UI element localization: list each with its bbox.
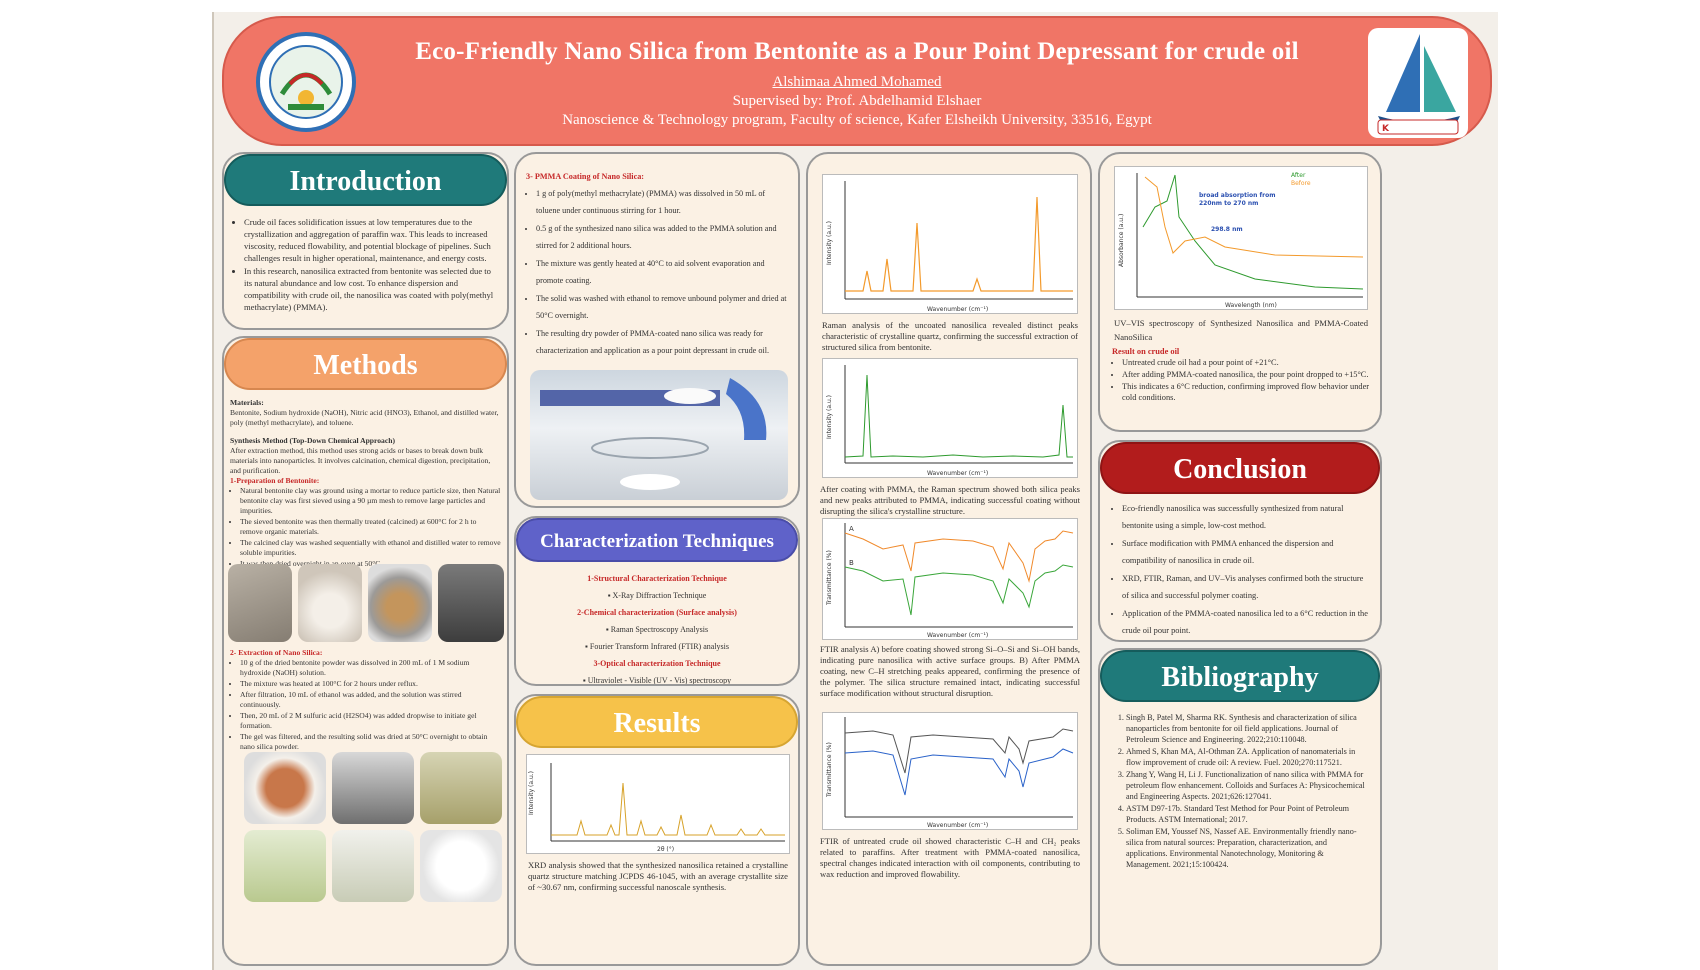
- ftir-nanosilica-plot: [822, 518, 1078, 640]
- pmma-heading: 3- PMMA Coating of Nano Silica:: [526, 172, 645, 181]
- raman2-y-label: Intensity (a.u.): [826, 395, 833, 439]
- characterization-heading: Characterization Techniques: [516, 518, 798, 562]
- pmma-bullet: • 0.5 g of the synthesized nano silica was added to the PMMA solution and stirred for 2 additional hours.: [536, 220, 790, 254]
- bentonite-rock-photo: [228, 564, 292, 642]
- introduction-text: [234, 216, 499, 314]
- crude-bullet: • This indicates a 6°C reduction, confirming improved flow behavior under cold conditions.: [1122, 381, 1370, 403]
- results-panel: [514, 694, 800, 966]
- reference-item: 3. Zhang Y, Wang H, Li J. Functionalization of nano silica with PMMA for petroleum flow enhancement. Colloids and Surfaces A: Physicochemical and Engineering Aspects. 2021;626:127041.: [1126, 769, 1370, 802]
- prep-bullet: • The sieved bentonite was then thermally treated (calcined) at 600°C for 2 h to remove organic materials.: [240, 517, 501, 537]
- ftir-y-label: Transmittance (%): [826, 550, 833, 605]
- preparation-heading: 1-Preparation of Bentonite:: [230, 476, 320, 485]
- ftir2-x-label: Wavenumber (cm⁻¹): [927, 822, 989, 829]
- charac-head: 3-Optical characterization Technique: [593, 659, 721, 668]
- charac-head: 2-Chemical characterization (Surface analysis): [577, 608, 737, 617]
- svg-text:K: K: [1382, 124, 1389, 134]
- methods-panel: [222, 336, 509, 966]
- charac-item-label: Fourier Transform Infrared (FTIR) analysis: [589, 642, 729, 651]
- pmma-bullet: • The mixture was gently heated at 40°C to aid solvent evaporation and promote coating.: [536, 255, 790, 289]
- extraction-heading: 2- Extraction of Nano Silica:: [230, 648, 323, 657]
- charac-item-label: Raman Spectroscopy Analysis: [610, 625, 709, 634]
- reference-item: 1. Singh B, Patel M, Sharma RK. Synthesis and characterization of silica nanoparticles from bentonite for oil field applications. Journal of Petroleum Science and Engineering. 2022;210:110048.: [1126, 712, 1370, 745]
- extraction-text: [230, 648, 501, 753]
- reference-item: 2. Ahmed S, Khan MA, Al-Othman ZA. Application of nanomaterials in flow improvement of crude oil: A review. Fuel. 2020;270:117521.: [1126, 746, 1370, 768]
- uv-caption: UV–VIS spectroscopy of Synthesized Nanosilica and PMMA-Coated NanoSilica: [1114, 318, 1368, 342]
- bibliography-panel: [1098, 648, 1382, 966]
- pmma-coating-panel: [514, 152, 800, 508]
- methods-heading: Methods: [224, 338, 507, 390]
- crude-bullet: • After adding PMMA-coated nanosilica, the pour point dropped to +15°C.: [1122, 369, 1370, 380]
- prep-bullet: • at 50°C.: [240, 559, 501, 569]
- charac-item: ▪ Ultraviolet - Visible (UV - Vis) spectroscopy: [582, 676, 732, 685]
- extract-bullet: • After filtration, 10 mL of ethanol was added, and the solution was stirred continuously.: [240, 690, 501, 710]
- conclusion-heading: Conclusion: [1100, 442, 1380, 494]
- conclusion-bullet: • XRD, FTIR, Raman, and UV–Vis analyses confirmed both the structure of silica and successful polymer coating.: [1122, 570, 1370, 604]
- raman1-caption: Raman analysis of the uncoated nanosilica revealed distinct peaks characteristic of crystalline quartz, confirming the successful extraction of structured silica from bentonite.: [822, 320, 1078, 352]
- affiliation-line: Nanoscience & Technology program, Faculty of science, Kafer Elsheikh University, 33516, Egypt: [562, 112, 1152, 128]
- sieve-photo: [368, 564, 432, 642]
- university-logo-right: [1368, 28, 1468, 138]
- poster: [212, 12, 1498, 970]
- characterization-panel: [514, 516, 800, 686]
- raman2-caption: After coating with PMMA, the Raman spectrum showed both silica peaks and new peaks attributed to PMMA, indicating successful coating without disrupting the silica's crystalline structure.: [820, 484, 1080, 516]
- characterization-list: [526, 570, 788, 686]
- poster-header: [222, 16, 1492, 146]
- raman-x-label: Wavenumber (cm⁻¹): [927, 306, 989, 313]
- charac-item-label: X-Ray Diffraction Technique: [612, 591, 707, 600]
- conclusion-bullet: • Surface modification with PMMA enhanced the dispersion and compatibility of nanosilica in crude oil.: [1122, 535, 1370, 569]
- pmma-bullet: • The solid was washed with ethanol to remove unbound polymer and dried at 50°C overnight.: [536, 290, 790, 324]
- oven-photo: [438, 564, 504, 642]
- mortar-photo: [298, 564, 362, 642]
- introduction-heading: Introduction: [224, 154, 507, 206]
- results-figures-panel: [806, 152, 1092, 966]
- extract-bullet: • Then, 20 mL of 2 M sulfuric acid (H2SO4) was added dropwise to initiate gel formation.: [240, 711, 501, 731]
- xrd-plot: [526, 754, 790, 854]
- raman-uncoated-plot: [822, 174, 1078, 314]
- ftir2-caption: FTIR of untreated crude oil showed characteristic C–H and CH₂ peaks related to paraffins. After treatment with PMMA-coated nanosilica, spectral changes indicated interaction with oil components, contributing to wax reduction and improved flowability.: [820, 836, 1080, 879]
- uv-note-peak: 298.8 nm: [1211, 226, 1243, 233]
- extraction-photo: [244, 752, 326, 824]
- xrd-y-label: Intensity (a.u.): [528, 771, 535, 815]
- prep-bullet: • The calcined clay was washed sequentially with ethanol and distilled water to remove soluble impurities.: [240, 538, 501, 558]
- intro-bullet: • Crude oil faces solidification issues at low temperatures due to the crystallization and aggregation of paraffin wax. This leads to increased viscosity, reduced flowability, and potential blockage of pipelines. Such challenges result in higher operational, maintenance, and energy costs.: [244, 216, 499, 264]
- ftir-crude-oil-plot: [822, 712, 1078, 830]
- uv-legend-before: Before: [1291, 180, 1311, 187]
- crude-oil-heading: Result on crude oil: [1112, 347, 1180, 356]
- conclusion-bullet: • Application of the PMMA-coated nanosilica led to a 6°C reduction in the crude oil pour point.: [1122, 605, 1370, 639]
- pmma-coating-photo: [530, 370, 788, 500]
- crude-oil-results: [1112, 346, 1370, 404]
- xrd-x-label: 2θ (°): [657, 846, 675, 853]
- ftir1-caption: FTIR analysis A) before coating showed strong Si–O–Si and Si–OH bands, indicating pure nanosilica with active surface groups. B) After PMMA coating, new C–H stretching peaks appeared, confirming the presence of the polymer. The silica structure remained intact, indicating successful surface modification without structural disruption.: [820, 644, 1080, 698]
- charac-item: ▪ Fourier Transform Infrared (FTIR) analysis: [585, 642, 729, 651]
- uv-vis-plot: [1114, 166, 1368, 310]
- uv-y-label: Absorbance (a.u.): [1118, 213, 1125, 267]
- reference-item: 5. Soliman EM, Youssef NS, Nassef AE. Environmentally friendly nano-silica from natural sources: Preparation, characterization, and applications. Environmental Nanotechnology, Monitoring & Management. 2021;15:100424.: [1126, 826, 1370, 870]
- reference-item: 4. ASTM D97-17b. Standard Test Method for Pour Point of Petroleum Products. ASTM International; 2017.: [1126, 803, 1370, 825]
- raman-coated-plot: [822, 358, 1078, 478]
- extraction-photo: [244, 830, 326, 902]
- conclusion-text: [1112, 500, 1370, 640]
- charac-head: 1-Structural Characterization Technique: [587, 574, 727, 583]
- bibliography-list: [1112, 712, 1370, 871]
- extract-bullet: • 10 g of the dried bentonite powder was dissolved in 200 mL of 1 M sodium hydroxide (NaOH) solution.: [240, 658, 501, 678]
- results-heading: Results: [516, 696, 798, 748]
- uv-note-broad: broad absorption from: [1199, 192, 1276, 199]
- xrd-caption: XRD analysis showed that the synthesized nanosilica retained a crystalline quartz structure matching JCPDS 46-1045, with an average crystallite size of ~30.67 nm, confirming successful nanoscale synthesis.: [528, 860, 788, 892]
- intro-bullet: • In this research, nanosilica extracted from bentonite was selected due to its natural abundance and low cost. To enhance dispersion and compatibility with crude oil, the nanosilica was coated with poly(methyl methacrylate) (PMMA).: [244, 265, 499, 313]
- uv-note-range: 220nm to 270 nm: [1199, 200, 1259, 207]
- poster-title: Eco-Friendly Nano Silica from Bentonite as a Pour Point Depressant for crude oil: [415, 38, 1299, 65]
- ftir-label-b: B: [849, 559, 854, 567]
- ftir-x-label: Wavenumber (cm⁻¹): [927, 632, 989, 639]
- extraction-photo: [332, 830, 414, 902]
- materials-text: Bentonite, Sodium hydroxide (NaOH), Nitric acid (HNO3), Ethanol, and distilled water, poly (methyl methacrylate), and toluene.: [230, 408, 499, 427]
- author-name: Alshimaa Ahmed Mohamed: [772, 74, 942, 90]
- bibliography-heading: Bibliography: [1100, 650, 1380, 702]
- prep-bullet: • Natural bentonite clay was ground using a mortar to reduce particle size, then Natural bentonite clay was first sieved using a 90 µm mesh to remove large particles and impurities.: [240, 486, 501, 516]
- pmma-bullet: • The resulting dry powder of PMMA-coated nano silica was ready for characterization and application as a pour point depressant in crude oil.: [536, 325, 790, 359]
- methods-text: [230, 398, 501, 570]
- synthesis-heading: Synthesis Method (Top-Down Chemical Approach): [230, 436, 395, 445]
- extraction-photo: [332, 752, 414, 824]
- university-logo-left: [256, 32, 356, 132]
- charac-item: ▪ X-Ray Diffraction Technique: [607, 591, 707, 600]
- ftir-label-a: A: [849, 525, 854, 533]
- extract-bullet: • The mixture was heated at 100°C for 2 hours under reflux.: [240, 679, 501, 689]
- uv-vis-panel: [1098, 152, 1382, 432]
- conclusion-panel: [1098, 440, 1382, 642]
- extraction-photo: [420, 752, 502, 824]
- supervisor-line: Supervised by: Prof. Abdelhamid Elshaer: [732, 93, 982, 109]
- conclusion-bullet: • Eco-friendly nanosilica was successfully synthesized from natural bentonite using a simple, low-cost method.: [1122, 500, 1370, 534]
- crude-bullet: • Untreated crude oil had a pour point of +21°C.: [1122, 357, 1370, 368]
- pmma-bullet: • 1 g of poly(methyl methacrylate) (PMMA) was dissolved in 50 mL of toluene under continuous stirring for 1 hour.: [536, 185, 790, 219]
- synthesis-text: After extraction method, this method uses strong acids or bases to break down bulk materials into nanoparticles. It involves calcination, chemical digestion, precipitation, and purification.: [230, 446, 491, 475]
- charac-item: ▪ Raman Spectroscopy Analysis: [605, 625, 709, 634]
- raman-y-label: Intensity (a.u.): [826, 221, 833, 265]
- materials-heading: Materials:: [230, 398, 264, 407]
- uv-legend-after: After: [1291, 172, 1306, 179]
- ftir2-y-label: Transmittance (%): [826, 742, 833, 797]
- extract-bullet: • The gel was filtered, and the resulting solid was dried at 50°C overnight to obtain nano silica powder.: [240, 732, 501, 752]
- extraction-photo: [420, 830, 502, 902]
- uv-x-label: Wavelength (nm): [1225, 302, 1277, 309]
- pmma-text: [526, 168, 790, 360]
- raman2-x-label: Wavenumber (cm⁻¹): [927, 470, 989, 477]
- charac-item-label: Ultraviolet - Visible (UV - Vis) spectroscopy: [587, 676, 732, 685]
- introduction-panel: [222, 152, 509, 330]
